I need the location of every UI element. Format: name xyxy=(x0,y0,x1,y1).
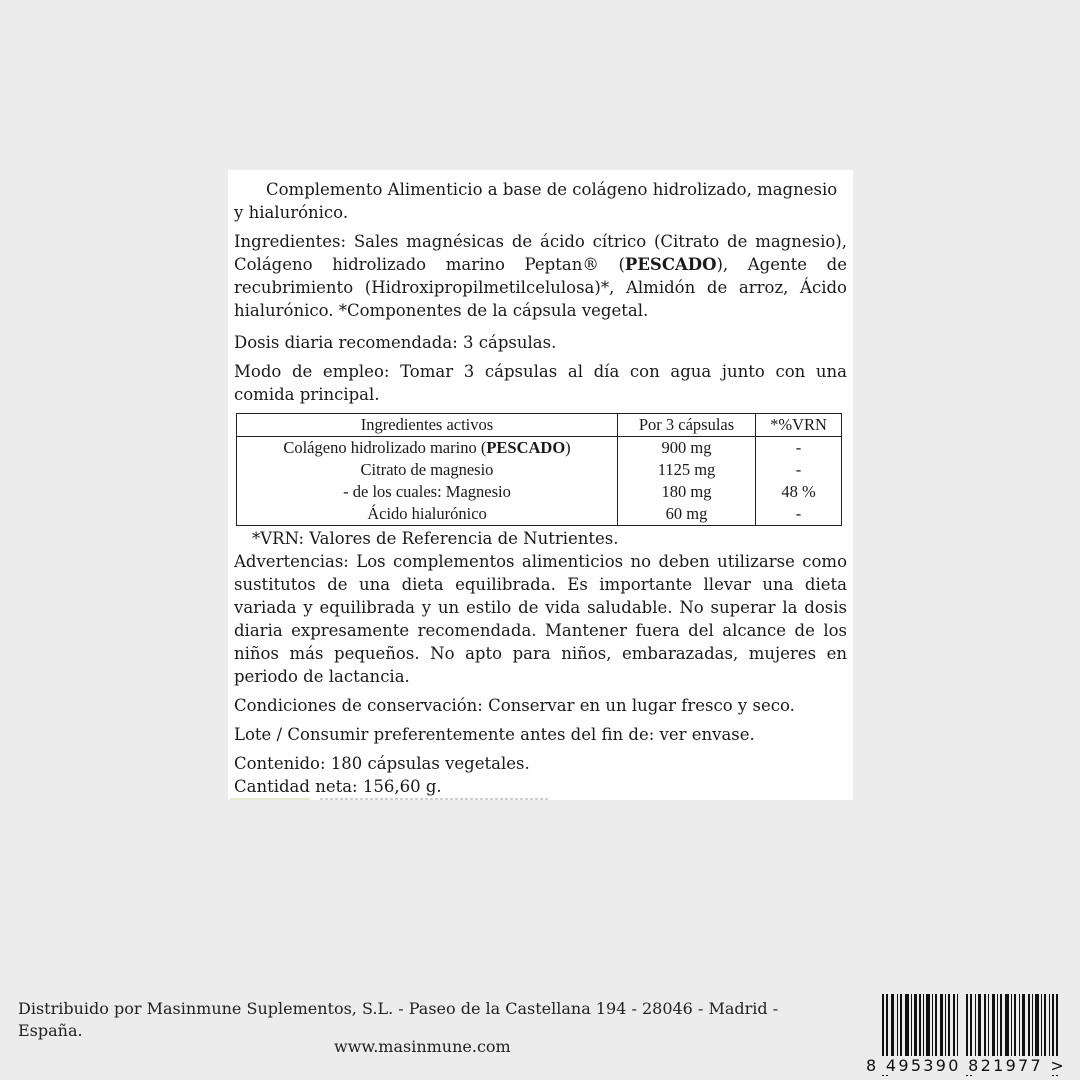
table-row xyxy=(237,437,842,460)
product-label xyxy=(228,170,853,800)
ingredient-amount: 180 mg xyxy=(618,481,756,503)
ingredient-name: Citrato de magnesio xyxy=(237,459,618,481)
ingredient-vrn: - xyxy=(756,503,842,526)
ingredient-vrn: - xyxy=(756,459,842,481)
ingredient-name: Colágeno hidrolizado marino (PESCADO) xyxy=(237,437,618,460)
table-row xyxy=(237,459,842,481)
nutrition-table xyxy=(236,413,842,526)
ingredient-vrn: 48 % xyxy=(756,481,842,503)
table-row xyxy=(237,481,842,503)
content-amount: Contenido: 180 cápsulas vegetales. xyxy=(234,754,530,773)
barcode-number: 8 495390 821977 > xyxy=(866,1056,1067,1075)
net-quantity: Cantidad neta: 156,60 g. xyxy=(234,777,442,796)
label-edge-mark xyxy=(230,798,310,800)
ingredient-name: Ácido hialurónico xyxy=(237,503,618,526)
header-ingredients: Ingredientes activos xyxy=(237,414,618,437)
usage-instructions: Modo de empleo: Tomar 3 cápsulas al día con agua junto con una comida principal. xyxy=(234,362,847,404)
ingredient-amount: 60 mg xyxy=(618,503,756,526)
website-url: www.masinmune.com xyxy=(334,1037,511,1056)
warnings-text: Advertencias: Los complementos alimenticios no deben utilizarse como sustitutos de una dieta equilibrada. Es importante llevar una dieta variada y equilibrada y un estilo de vida saludable. No superar la dosis diaria expresamente recomendada. Mantener fuera del alcance de los niños más pequeños. No apto para niños, embarazadas, mujeres en periodo de lactancia. xyxy=(234,552,847,686)
label-edge-mark xyxy=(320,798,550,800)
ingredient-amount: 900 mg xyxy=(618,437,756,460)
header-vrn: *%VRN xyxy=(756,414,842,437)
allergen-fish: PESCADO xyxy=(624,255,717,274)
daily-dose: Dosis diaria recomendada: 3 cápsulas. xyxy=(234,333,557,352)
ingredient-vrn: - xyxy=(756,437,842,460)
table-row xyxy=(237,503,842,526)
lot-expiry: Lote / Consumir preferentemente antes del fin de: ver envase. xyxy=(234,725,755,744)
storage-conditions: Condiciones de conservación: Conservar en un lugar fresco y seco. xyxy=(234,696,795,715)
distributor-info: Distribuido por Masinmune Suplementos, S.L. - Paseo de la Castellana 194 - 28046 - Madrid - España. xyxy=(18,999,779,1040)
ingredient-amount: 1125 mg xyxy=(618,459,756,481)
product-description: Complemento Alimenticio a base de colágeno hidrolizado, magnesio y hialurónico. xyxy=(234,180,838,222)
vrn-footnote: *VRN: Valores de Referencia de Nutrientes. xyxy=(252,529,619,548)
ingredients-text: Ingredientes: Sales magnésicas de ácido cítrico (Citrato de magnesio), Colágeno hidrolizado marino Peptan® (PESCADO), Agente de recubrimiento (Hidroxipropilmetilcelulosa)*, Almidón de arroz, Ácido hialurónico. *Componentes de la cápsula vegetal. xyxy=(234,232,847,320)
nutrition-table-header xyxy=(237,414,842,437)
header-per-3-capsules: Por 3 cápsulas xyxy=(618,414,756,437)
ingredient-name: - de los cuales: Magnesio xyxy=(237,481,618,503)
